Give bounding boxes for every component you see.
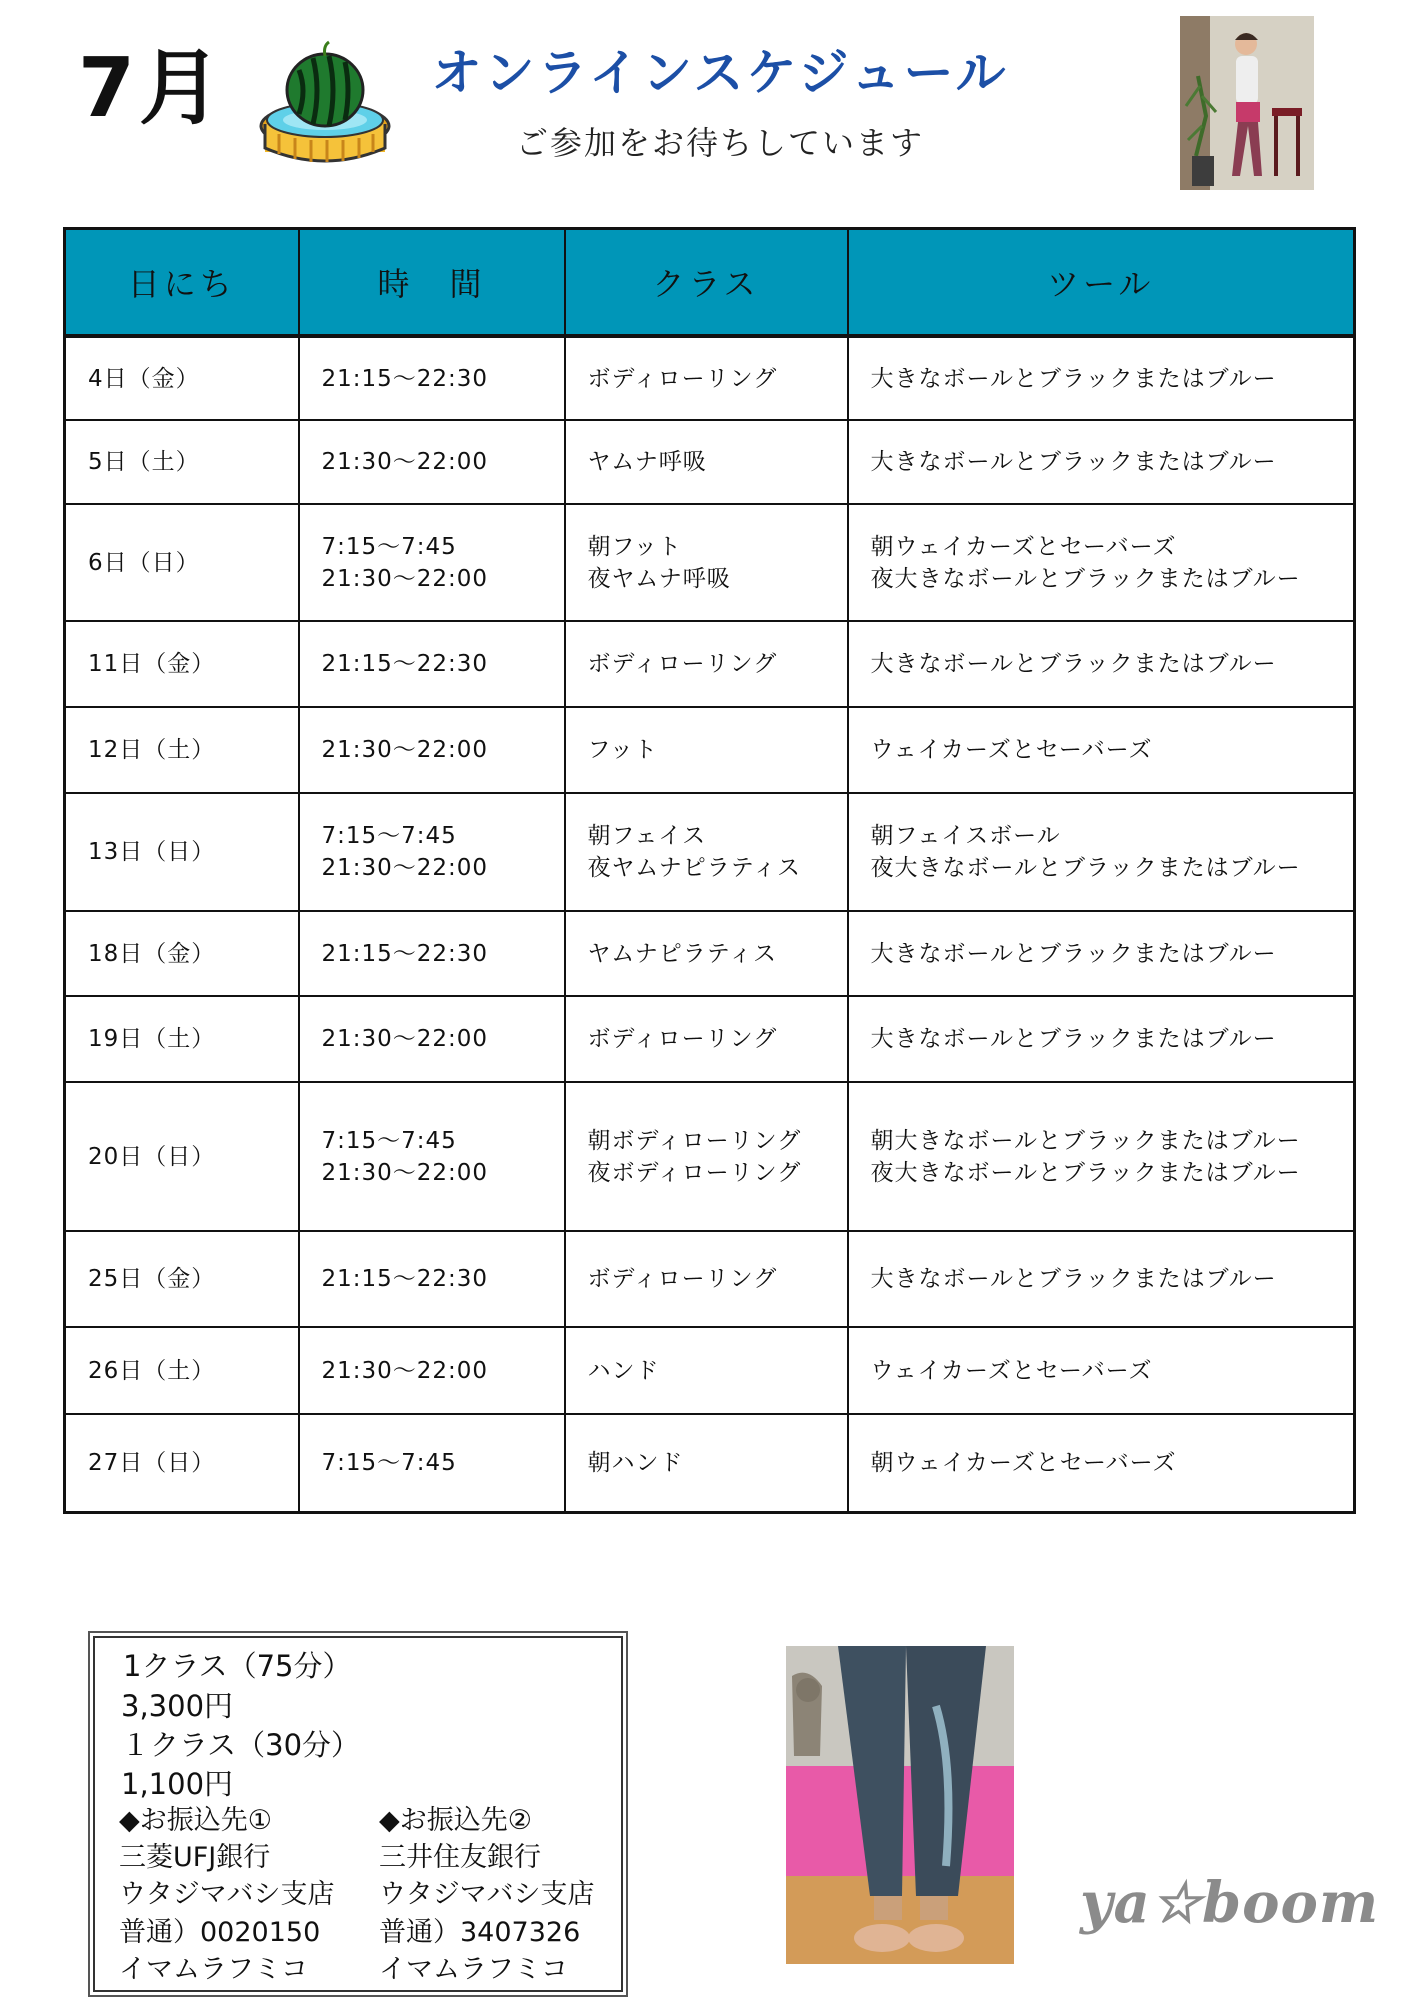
time-cell <box>299 911 565 996</box>
time-text: 21:30〜22:00 <box>321 1357 489 1384</box>
tool-cell <box>848 996 1355 1082</box>
class-text: 朝フェイス <box>587 823 707 849</box>
date-text: 18日（金） <box>88 940 216 967</box>
time-cell <box>299 707 565 793</box>
time-cell <box>299 996 565 1082</box>
date-cell <box>65 1414 299 1512</box>
class-cell <box>565 1327 848 1414</box>
legs-photo <box>786 1646 1014 1964</box>
tool-text: ウェイカーズとセーバーズ <box>870 1357 1153 1384</box>
table-row <box>65 996 1355 1082</box>
date-text: 27日（日） <box>88 1449 216 1476</box>
class-cell <box>565 1231 848 1327</box>
time-cell <box>299 621 565 707</box>
date-cell <box>65 707 299 793</box>
time-cell <box>299 504 565 621</box>
date-cell <box>65 911 299 996</box>
account1-number: 普通）0020150 <box>119 1917 321 1948</box>
class-cell <box>565 504 848 621</box>
date-cell <box>65 621 299 707</box>
time-text: 21:30〜22:00 <box>321 1026 489 1052</box>
date-text: 4日（金） <box>88 365 200 392</box>
tool-text: 朝ウェイカーズとセーバーズ <box>870 533 1177 560</box>
time-cell <box>299 1231 565 1327</box>
time-cell <box>299 1082 565 1231</box>
time-text: 21:15〜22:30 <box>321 940 489 967</box>
tool-cell <box>848 1231 1355 1327</box>
tool-text: 夜大きなボールとブラックまたはブルー <box>870 1159 1301 1186</box>
class-cell <box>565 707 848 793</box>
date-text: 19日（土） <box>88 1026 216 1052</box>
class-text: ボディローリング <box>587 1026 778 1052</box>
time-text: 21:30〜22:00 <box>321 449 489 475</box>
tool-text: 朝大きなボールとブラックまたはブルー <box>870 1127 1301 1154</box>
date-text: 20日（日） <box>88 1143 216 1170</box>
table-row <box>65 1082 1355 1231</box>
class2-price: 1,100円 <box>121 1767 234 1801</box>
class-cell <box>565 336 848 420</box>
table-row <box>65 1231 1355 1327</box>
date-cell <box>65 793 299 911</box>
class-text: 夜ボディローリング <box>587 1159 802 1186</box>
tool-text: 大きなボールとブラックまたはブルー <box>870 940 1277 967</box>
class-text: ヤムナピラティス <box>587 940 777 967</box>
tool-text: 大きなボールとブラックまたはブルー <box>870 1266 1277 1292</box>
table-row <box>65 1414 1355 1512</box>
tool-text: 夜大きなボールとブラックまたはブルー <box>870 855 1301 881</box>
table-row <box>65 911 1355 996</box>
date-cell <box>65 1231 299 1327</box>
tool-text: 大きなボールとブラックまたはブルー <box>870 651 1277 677</box>
tool-cell <box>848 1414 1355 1512</box>
date-cell <box>65 420 299 504</box>
class-text: ハンド <box>587 1357 660 1384</box>
table-row <box>65 621 1355 707</box>
tool-cell <box>848 1327 1355 1414</box>
class-text: 夜ヤムナ呼吸 <box>587 565 731 592</box>
class-cell <box>565 996 848 1082</box>
time-text: 21:30〜22:00 <box>321 855 489 881</box>
account1-branch: ウタジマバシ支店 <box>119 1879 335 1910</box>
watermelon-icon <box>255 34 395 169</box>
tool-cell <box>848 336 1355 420</box>
date-text: 6日（日） <box>88 549 200 576</box>
tool-text: 大きなボールとブラックまたはブルー <box>870 365 1277 392</box>
time-cell <box>299 1414 565 1512</box>
class-text: 朝ボディローリング <box>587 1127 802 1154</box>
date-text: 11日（金） <box>88 651 216 677</box>
table-row <box>65 707 1355 793</box>
date-cell <box>65 336 299 420</box>
account1-bank: 三菱UFJ銀行 <box>119 1842 271 1873</box>
tool-text: 朝フェイスボール <box>870 823 1061 849</box>
class-cell <box>565 420 848 504</box>
account1-heading: ◆お振込先① <box>119 1805 272 1836</box>
tool-cell <box>848 1082 1355 1231</box>
account2-branch: ウタジマバシ支店 <box>379 1879 595 1910</box>
account2-holder: イマムラフミコ <box>379 1954 568 1985</box>
date-cell <box>65 996 299 1082</box>
time-text: 7:15〜7:45 <box>321 1127 457 1154</box>
column-header-date: 日にち <box>65 229 299 337</box>
page-subtitle: ご参加をお待ちしています <box>515 124 924 162</box>
time-text: 7:15〜7:45 <box>321 533 457 560</box>
date-cell <box>65 1082 299 1231</box>
column-header-tool: ツール <box>848 229 1355 337</box>
class-text: 夜ヤムナピラティス <box>587 855 801 881</box>
tool-text: ウェイカーズとセーバーズ <box>870 737 1153 763</box>
account1-holder: イマムラフミコ <box>119 1954 308 1985</box>
class2-label: １クラス（30分） <box>121 1728 361 1762</box>
column-header-time: 時 間 <box>299 229 565 337</box>
class-cell <box>565 1414 848 1512</box>
class-text: ボディローリング <box>587 365 778 392</box>
time-cell <box>299 336 565 420</box>
month-label: 7月 <box>78 41 226 136</box>
date-cell <box>65 1327 299 1414</box>
date-text: 26日（土） <box>88 1357 216 1384</box>
class-text: 朝ハンド <box>587 1449 684 1476</box>
time-text: 21:30〜22:00 <box>321 1159 489 1186</box>
class-cell <box>565 793 848 911</box>
class-text: 朝フット <box>587 533 682 560</box>
class-text: フット <box>587 737 658 763</box>
class1-price: 3,300円 <box>121 1689 234 1723</box>
tool-cell <box>848 504 1355 621</box>
class-text: ヤムナ呼吸 <box>587 449 707 475</box>
time-text: 7:15〜7:45 <box>321 1449 457 1476</box>
account2-heading: ◆お振込先② <box>379 1805 532 1836</box>
table-row <box>65 1327 1355 1414</box>
column-header-class: クラス <box>565 229 848 337</box>
account2-number: 普通）3407326 <box>379 1917 581 1948</box>
instructor-photo <box>1180 16 1314 190</box>
tool-cell <box>848 707 1355 793</box>
time-text: 21:15〜22:30 <box>321 365 489 392</box>
tool-text: 大きなボールとブラックまたはブルー <box>870 449 1277 475</box>
table-row <box>65 420 1355 504</box>
date-text: 25日（金） <box>88 1266 216 1292</box>
time-text: 21:15〜22:30 <box>321 1266 489 1292</box>
pricing-box <box>93 1636 623 1992</box>
time-text: 21:15〜22:30 <box>321 651 489 677</box>
date-text: 12日（土） <box>88 737 216 763</box>
class-cell <box>565 621 848 707</box>
date-text: 5日（土） <box>88 449 200 475</box>
date-cell <box>65 504 299 621</box>
class-text: ボディローリング <box>587 651 778 677</box>
class1-label: 1クラス（75分） <box>123 1649 352 1683</box>
table-row <box>65 504 1355 621</box>
time-cell <box>299 420 565 504</box>
brand-logo: ya☆boom <box>1080 1870 1380 1936</box>
class-cell <box>565 911 848 996</box>
account2-bank: 三井住友銀行 <box>379 1842 541 1873</box>
time-cell <box>299 1327 565 1414</box>
tool-text: 朝ウェイカーズとセーバーズ <box>870 1449 1177 1476</box>
schedule-table <box>63 227 1356 1514</box>
time-text: 21:30〜22:00 <box>321 565 489 592</box>
class-text: ボディローリング <box>587 1266 778 1292</box>
class-cell <box>565 1082 848 1231</box>
tool-text: 大きなボールとブラックまたはブルー <box>870 1026 1277 1052</box>
tool-cell <box>848 621 1355 707</box>
page-title: オンラインスケジュール <box>431 44 1009 102</box>
tool-cell <box>848 911 1355 996</box>
table-row <box>65 336 1355 420</box>
time-text: 21:30〜22:00 <box>321 737 489 763</box>
table-row <box>65 793 1355 911</box>
date-text: 13日（日） <box>88 839 216 865</box>
table-header-row <box>65 229 1355 337</box>
tool-cell <box>848 793 1355 911</box>
time-text: 7:15〜7:45 <box>321 823 457 849</box>
tool-cell <box>848 420 1355 504</box>
tool-text: 夜大きなボールとブラックまたはブルー <box>870 565 1301 592</box>
time-cell <box>299 793 565 911</box>
